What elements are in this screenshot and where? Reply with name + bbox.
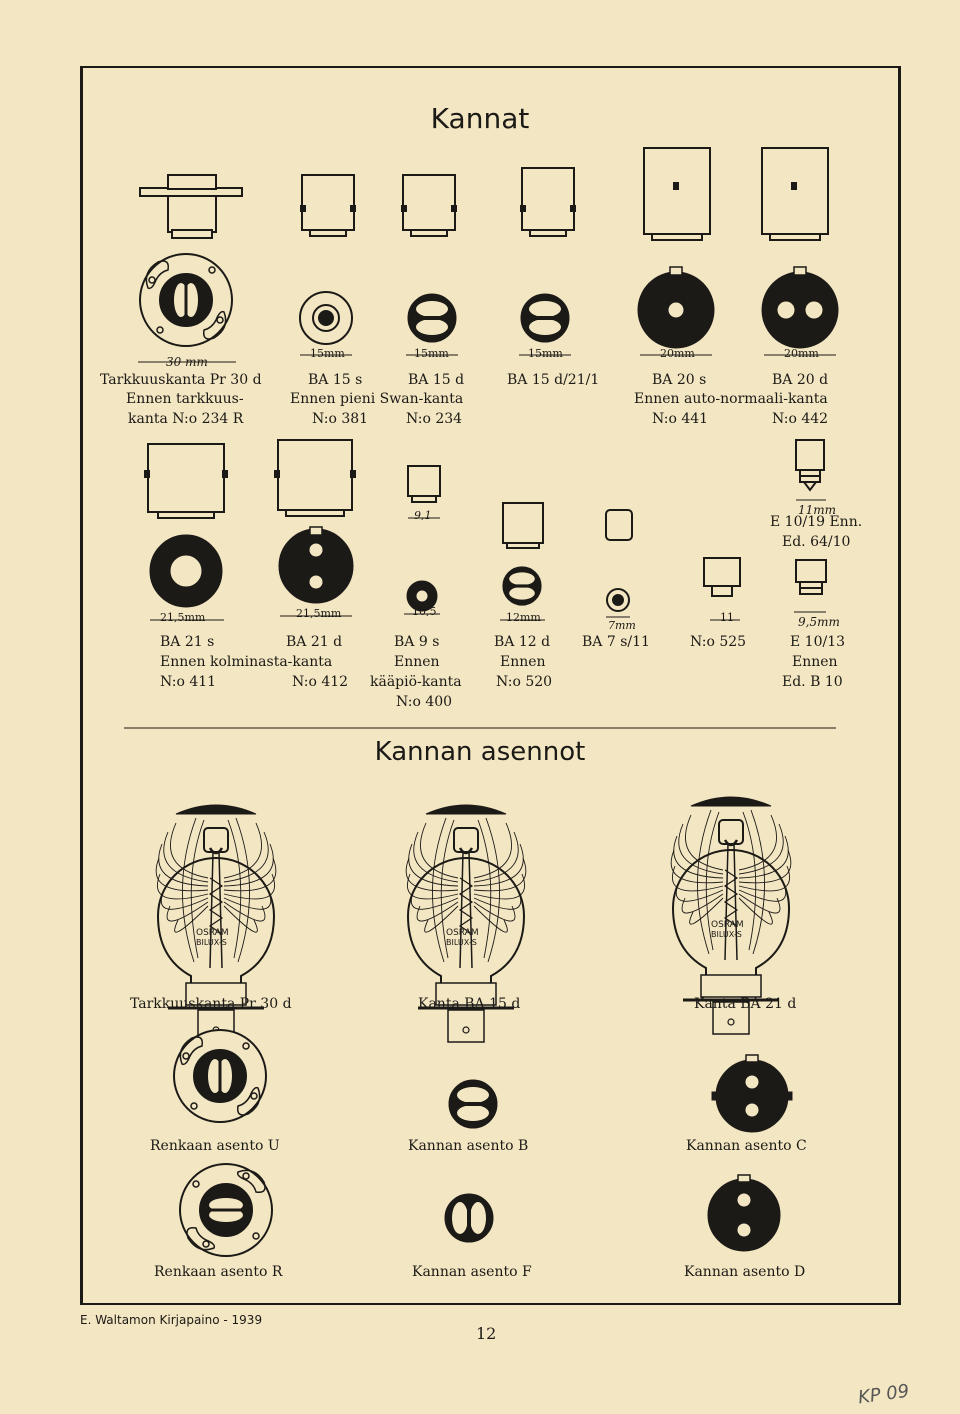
section-title: Kannan asennot xyxy=(374,737,586,767)
bulb3-brand: OSRAM xyxy=(711,920,744,930)
label-ba21s: BA 21 s xyxy=(160,634,215,650)
label-ba15s: BA 15 s xyxy=(308,372,363,388)
label-swan: Ennen pieni Swan-kanta xyxy=(290,391,464,407)
bulb1-model: BILUX-S xyxy=(196,938,227,947)
dim-ba7s: 7mm xyxy=(608,619,636,632)
bulb-caption-ba21d: Kanta BA 21 d xyxy=(694,996,797,1012)
label-ba12d: BA 12 d xyxy=(494,634,551,650)
label-no234: N:o 234 xyxy=(406,411,463,427)
dim-ba20d: 20mm xyxy=(784,347,819,360)
label-no411: N:o 411 xyxy=(160,674,217,690)
label-ba20s: BA 20 s xyxy=(652,372,707,388)
handwritten-mark: KP 09 xyxy=(856,1380,911,1409)
label-pr30d: Tarkkuuskanta Pr 30 d xyxy=(100,372,262,388)
label-no525: N:o 525 xyxy=(690,634,747,650)
label-e1013-ennen: Ennen xyxy=(792,654,838,670)
page-number: 12 xyxy=(476,1324,497,1343)
bulb1-brand: OSRAM xyxy=(196,928,229,938)
label-kaapio: kääpiö-kanta xyxy=(370,674,462,690)
label-ba9s-ennen: Ennen xyxy=(394,654,440,670)
caption-position-b: Kannan asento B xyxy=(408,1138,529,1154)
caption-position-f: Kannan asento F xyxy=(412,1264,532,1280)
caption-position-c: Kannan asento C xyxy=(686,1138,807,1154)
label-e1013: E 10/13 xyxy=(790,634,846,650)
dim-ba12d: 12mm xyxy=(506,611,541,624)
page-title: Kannat xyxy=(430,102,530,135)
dim-ba21s: 21,5mm xyxy=(160,611,206,624)
dim-no525: 11 xyxy=(720,611,734,624)
label-ed6410: Ed. 64/10 xyxy=(782,534,851,550)
dim-ba21d: 21,5mm xyxy=(296,607,342,620)
dim-e1019: 11mm xyxy=(798,503,837,517)
label-no520: N:o 520 xyxy=(496,674,553,690)
label-ba15d211: BA 15 d/21/1 xyxy=(507,372,600,388)
dim-e1013: 9,5mm xyxy=(798,615,840,629)
caption-position-u: Renkaan asento U xyxy=(150,1138,280,1154)
label-kanta-234r: kanta N:o 234 R xyxy=(128,411,244,427)
dim-ba15d: 15mm xyxy=(414,347,449,360)
bulb2-model: BILUX-S xyxy=(446,938,477,947)
dim-ba20s: 20mm xyxy=(660,347,695,360)
label-no400: N:o 400 xyxy=(396,694,453,710)
label-e1019: E 10/19 Enn. xyxy=(770,514,863,530)
caption-position-d: Kannan asento D xyxy=(684,1264,806,1280)
bulb-caption-ba15d: Kanta BA 15 d xyxy=(418,996,521,1012)
label-auto-normaali: Ennen auto-normaali-kanta xyxy=(634,391,828,407)
label-ba21d: BA 21 d xyxy=(286,634,343,650)
dim-ba15d21: 15mm xyxy=(528,347,563,360)
label-ennen-tarkkuus: Ennen tarkkuus- xyxy=(126,391,244,407)
bulb-caption-pr30d: Tarkkuuskanta Pr 30 d xyxy=(130,996,292,1012)
label-ba7s11: BA 7 s/11 xyxy=(582,634,650,650)
label-edb10: Ed. B 10 xyxy=(782,674,843,690)
label-ba9s: BA 9 s xyxy=(394,634,440,650)
label-ba20d: BA 20 d xyxy=(772,372,829,388)
label-ba15d: BA 15 d xyxy=(408,372,465,388)
label-no441: N:o 441 xyxy=(652,411,709,427)
caption-position-r: Renkaan asento R xyxy=(154,1264,283,1280)
dim-ba9s-side: 9,1 xyxy=(414,509,432,522)
printer-footer: E. Waltamon Kirjapaino - 1939 xyxy=(80,1313,263,1327)
label-no381: N:o 381 xyxy=(312,411,369,427)
label-no442: N:o 442 xyxy=(772,411,829,427)
dim-ba9s: 10,5 xyxy=(412,605,437,618)
bulb2-brand: OSRAM xyxy=(446,928,479,938)
label-ba12d-ennen: Ennen xyxy=(500,654,546,670)
label-kolminasta: Ennen kolminasta-kanta xyxy=(160,654,333,670)
label-no412: N:o 412 xyxy=(292,674,349,690)
dim-ba15s: 15mm xyxy=(310,347,345,360)
dim-pr30: 30 mm xyxy=(166,355,208,369)
bulb3-model: BILUX-S xyxy=(711,930,742,939)
